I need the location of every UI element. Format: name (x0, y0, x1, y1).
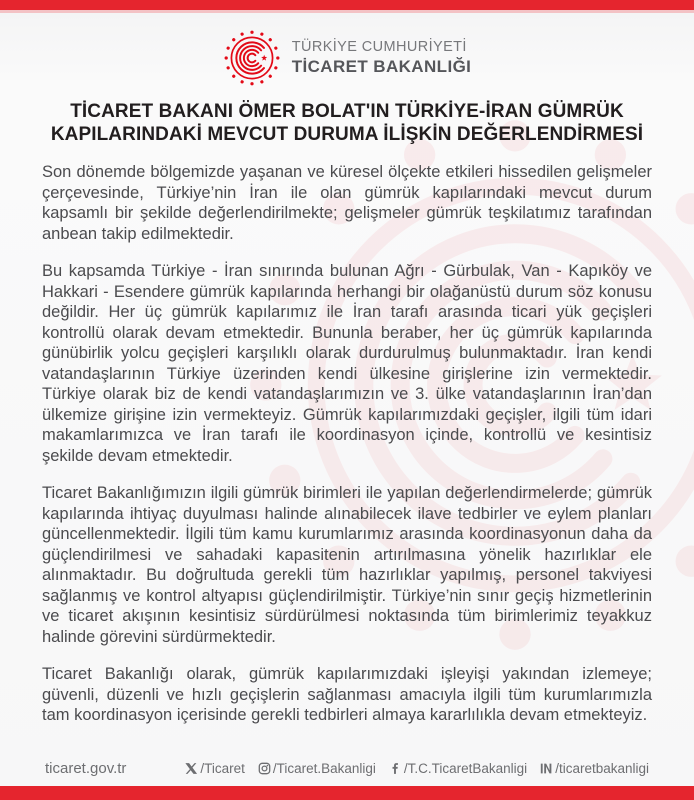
ministry-logo-icon (223, 29, 281, 87)
ministry-name-line1: TÜRKİYE CUMHURİYETİ (291, 39, 467, 56)
social-nsosyal-handle: /ticaretbakanligi (555, 760, 649, 776)
social-facebook-handle: /T.C.TicaretBakanligi (403, 760, 528, 776)
social-nsosyal (540, 761, 649, 776)
ministry-name-line2: TİCARET BAKANLIĞI (291, 57, 472, 77)
ministry-brand (0, 29, 694, 87)
social-x-handle: /Ticaret (200, 760, 245, 776)
top-red-bar-glow (0, 10, 694, 13)
paragraph-2: Bu kapsamda Türkiye - İran sınırında bulunan Ağrı - Gürbulak, Van - Kapıköy ve Hakkari - Esendere gümrük kapılarında herhangi bir olağanüstü durum söz konusu değildir. Her üç gümrük kapılarımız ile İran tarafı arasında ticari yük geçişleri kontrollü olarak devam etmektedir. Bununla beraber, her üç gümrük kapılarında günübirlik yolcu geçişleri karşılıklı olarak durdurulmuş bulunmaktadır. İran kendi vatandaşlarının Türkiye üzerinden kendi ülkesine girişlerine izin vermektedir. Türkiye olarak biz de kendi vatandaşlarımızın ve 3. ülke vatandaşlarının İran’dan ülkemize girişine izin vermekteyiz. Gümrük kapılarımızdaki geçişler, ilgili tüm idari makamlarımızca ve İran tarafı ile koordinasyon içinde, kontrollü ve kesintisiz şekilde devam etmektedir. (42, 262, 652, 465)
top-red-bar (0, 0, 694, 10)
nsosyal-icon (540, 762, 553, 775)
statement-title-line2: KAPILARINDAKİ MEVCUT DURUMA İLİŞKİN DEĞERLENDİRMESİ (50, 124, 644, 145)
bottom-red-bar (0, 786, 694, 800)
website-url: ticaret.gov.tr (45, 759, 127, 777)
statement-title-line1: TİCARET BAKANI ÖMER BOLAT'IN TÜRKİYE-İRAN GÜMRÜK (70, 101, 624, 122)
statement-title (0, 100, 694, 146)
statement-body (0, 146, 694, 726)
ministry-name (292, 38, 472, 77)
facebook-icon (389, 762, 402, 775)
paragraph-4: Ticaret Bakanlığı olarak, gümrük kapılarımızdaki işleyişi yakından izlemeye; güvenli, düzenli ve hızlı geçişlerin sağlanması amacıyla ilgili tüm kurumlarımızla tam koordinasyon içerisinde gerekli tedbirleri almaya kararlılıkla devam etmekteyiz. (42, 665, 652, 724)
social-instagram-handle: /Ticaret.Bakanligi (272, 760, 376, 776)
social-handles (185, 761, 649, 776)
paragraph-3: Ticaret Bakanlığımızın ilgili gümrük birimleri ile yapılan değerlendirmelerde; gümrük kapılarında ihtiyaç duyulması halinde alınabilecek ilave tedbirler ve eylem planları güncellenmektedir. İlgili tüm kamu kurumlarımız arasında koordinasyonun daha da güçlendirilmesi ve sahadaki kapasitenin artırılmasına yönelik hazırlıklar ele alınmaktadır. Bu doğrultuda gerekli tüm hazırlıklar yapılmış, personel takviyesi sağlanmış ve kontrol altyapısı güçlendirilmiştir. Türkiye’nin sınır geçiş hizmetlerinin ve ticaret akışının kesintisiz sürdürülmesi noktasında tüm birimlerimiz teyakkuz halinde görevini sürdürmektedir. (42, 484, 652, 646)
paragraph-1: Son dönemde bölgemizde yaşanan ve küresel ölçekte etkileri hissedilen gelişmeler çerçevesinde, Türkiye’nin İran ile olan gümrük kapılarındaki mevcut durum kapsamlı bir şekilde değerlendirilmekte; gelişmeler gümrük teşkilatımız tarafından anbean takip edilmektedir. (42, 163, 652, 243)
social-facebook (389, 761, 527, 776)
footer (0, 750, 694, 786)
social-x (185, 761, 245, 776)
x-icon (185, 762, 198, 775)
instagram-icon (258, 762, 271, 775)
social-instagram (258, 761, 376, 776)
